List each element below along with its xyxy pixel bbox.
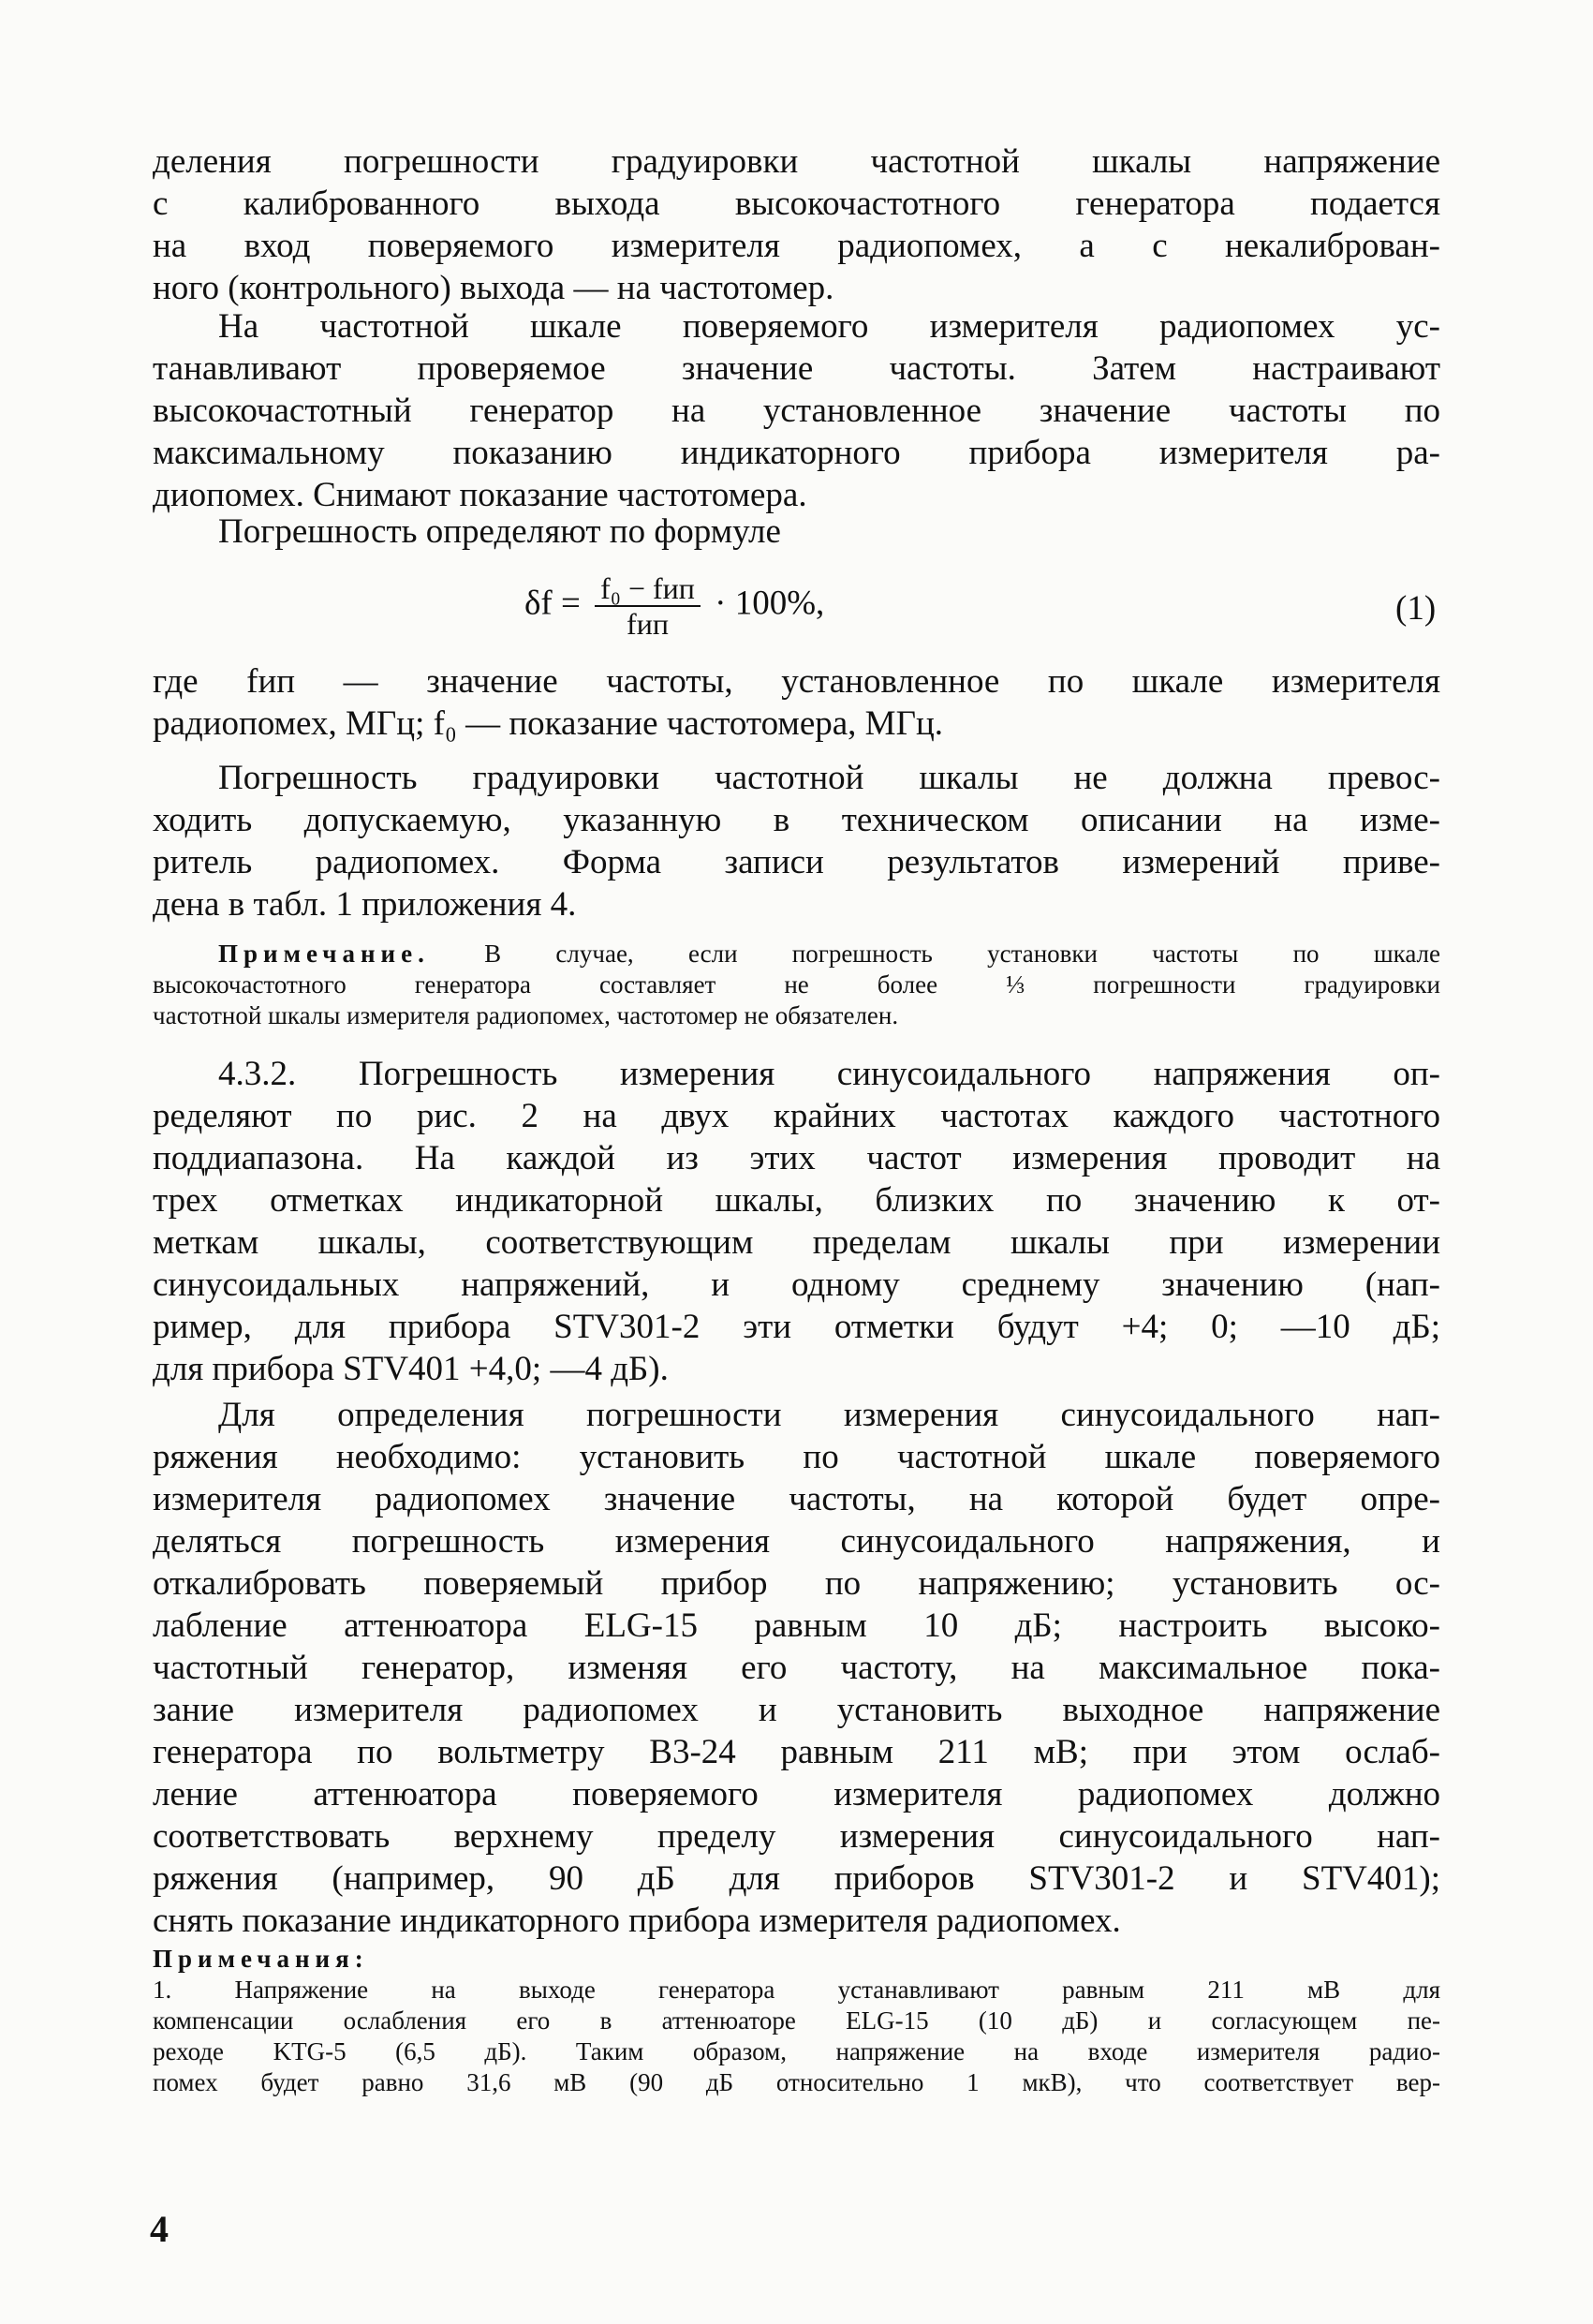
text-line: ритель радиопомех. Форма записи результатов измерений приве- [153, 843, 1440, 881]
page-number: 4 [150, 2208, 169, 2250]
text-line: частотный генератор, изменяя его частоту, на максимальное пока- [153, 1649, 1440, 1687]
text-line: высокочастотного генератора составляет не более ⅓ погрешности градуировки [153, 970, 1440, 999]
text-line: снять показание индикаторного прибора измерителя радиопомех. [153, 1902, 1121, 1940]
text-line: максимальному показанию индикаторного прибора измерителя ра- [153, 434, 1440, 472]
text-line: поддиапазона. На каждой из этих частот измерения проводит на [153, 1139, 1440, 1177]
text-line: с калиброванного выхода высокочастотного генератора подается [153, 185, 1440, 223]
text-line: ряжения (например, 90 дБ для приборов STV301-2 и STV401); [153, 1859, 1440, 1898]
text-line: дена в табл. 1 приложения 4. [153, 885, 577, 924]
text-line: Погрешность определяют по формуле [218, 512, 781, 551]
text-line: ряжения необходимо: установить по частотной шкале поверяемого [153, 1438, 1440, 1476]
paragraph-tolerance [153, 757, 1440, 925]
formula-error [524, 571, 824, 641]
text-line: деляться погрешность измерения синусоидального напряжения, и [153, 1522, 1440, 1561]
text-line: 1. Напряжение на выходе генератора устанавливают равным 211 мВ для [153, 1976, 1440, 2004]
text-line: Примечание. В случае, если погрешность установки частоты по шкале [218, 940, 1441, 968]
text-line: танавливают проверяемое значение частоты. Затем настраивают [153, 349, 1440, 388]
text-line: синусоидальных напряжений, и одному среднему значению (нап- [153, 1266, 1440, 1304]
text-line: Для определения погрешности измерения синусоидального нап- [218, 1396, 1440, 1434]
paragraph-intro [153, 141, 1440, 309]
equation-number: (1) [1395, 589, 1437, 628]
paragraph-where [153, 660, 1440, 745]
text-line: ример, для прибора STV301-2 эти отметки будут +4; 0; —10 дБ; [153, 1308, 1440, 1346]
text-line: ление аттенюатора поверяемого измерителя радиопомех должно [153, 1775, 1440, 1813]
text-line: ределяют по рис. 2 на двух крайних частотах каждого частотного [153, 1097, 1440, 1135]
formula-rhs: · 100%, [715, 584, 825, 623]
text-line: Погрешность градуировки частотной шкалы не должна превос- [218, 759, 1440, 797]
formula-lhs: δf = [524, 584, 581, 623]
text-line: реходе KTG-5 (6,5 дБ). Таким образом, напряжение на входе измерителя радио- [153, 2037, 1440, 2065]
text-line: На частотной шкале поверяемого измерителя радиопомех ус- [218, 307, 1440, 346]
formula-numerator: f₀ − fип [595, 571, 701, 607]
notes-list [153, 1944, 1440, 2098]
text-line: трех отметках индикаторной шкалы, близких по значению к от- [153, 1181, 1440, 1220]
note-frequency [153, 939, 1440, 1031]
paragraph-formula-intro [153, 511, 1440, 553]
paragraph-setup [153, 305, 1440, 516]
formula-fraction [595, 571, 701, 641]
text-line: компенсации ослабления его в аттенюаторе ELG-15 (10 дБ) и согласующем пе- [153, 2006, 1440, 2035]
text-line: соответствовать верхнему пределу измерения синусоидального нап- [153, 1817, 1440, 1856]
text-line: частотной шкалы измерителя радиопомех, частотомер не обязателен. [153, 1001, 899, 1029]
text-line: лабление аттенюатора ELG-15 равным 10 дБ; настроить высоко- [153, 1606, 1440, 1645]
formula-denominator: fип [627, 607, 669, 641]
notes-title: Примечания: [153, 1945, 369, 1973]
text-line: высокочастотный генератор на установленное значение частоты по [153, 392, 1440, 430]
note-title: Примечание. [218, 940, 430, 968]
text-line: диопомех. Снимают показание частотомера. [153, 476, 807, 514]
text-line: 4.3.2. Погрешность измерения синусоидального напряжения оп- [218, 1055, 1440, 1093]
text-line: помех будет равно 31,6 мВ (90 дБ относительно 1 мкВ), что соответствует вер- [153, 2068, 1440, 2096]
text-line: измерителя радиопомех значение частоты, на которой будет опре- [153, 1480, 1440, 1518]
text-line: ного (контрольного) выхода — на частотомер. [153, 269, 834, 307]
paragraph-section-4-3-2 [153, 1053, 1440, 1390]
text-line: на вход поверяемого измерителя радиопомех, а с некалиброван- [153, 227, 1440, 265]
text-line: меткам шкалы, соответствующим пределам шкалы при измерении [153, 1223, 1440, 1262]
text-line: где fип — значение частоты, установленное по шкале измерителя [153, 662, 1440, 701]
text-line: радиопомех, МГц; f₀ — показание частотомера, МГц. [153, 704, 944, 743]
text-line: зание измерителя радиопомех и установить выходное напряжение [153, 1691, 1440, 1729]
text-line: для прибора STV401 +4,0; —4 дБ). [153, 1350, 669, 1388]
text-line: ходить допускаемую, указанную в техническом описании на изме- [153, 801, 1440, 839]
text-line: деления погрешности градуировки частотной шкалы напряжение [153, 142, 1440, 181]
paragraph-procedure [153, 1394, 1440, 1942]
text-line: генератора по вольтметру В3-24 равным 211 мВ; при этом ослаб- [153, 1733, 1440, 1771]
text-line: откалибровать поверяемый прибор по напряжению; установить ос- [153, 1564, 1440, 1603]
